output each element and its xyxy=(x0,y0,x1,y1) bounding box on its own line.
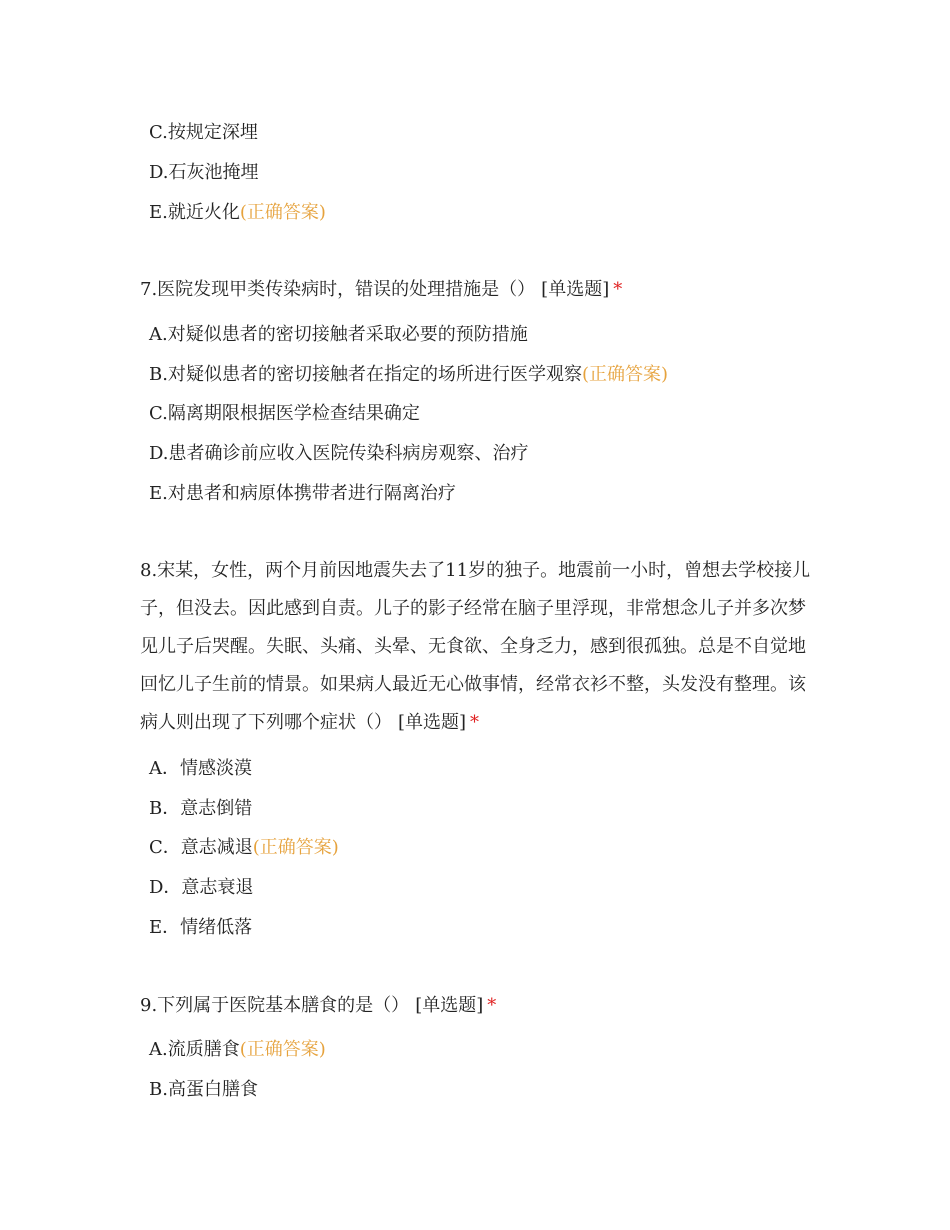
option-text: A.流质膳食 xyxy=(149,1039,240,1060)
q6-option-d xyxy=(149,160,259,186)
option-text: B.对疑似患者的密切接触者在指定的场所进行医学观察 xyxy=(149,364,582,385)
q9-title xyxy=(140,992,820,1020)
correct-answer-marker: (正确答案) xyxy=(239,1039,326,1060)
option-text: D.患者确诊前应收入医院传染科病房观察、治疗 xyxy=(149,443,529,464)
option-text: D.石灰池掩埋 xyxy=(149,162,259,183)
q8-option-b xyxy=(149,796,252,822)
q6-option-c xyxy=(149,120,258,146)
q8-option-e xyxy=(149,915,252,941)
q7-title xyxy=(140,276,820,304)
q8-option-d xyxy=(149,875,253,901)
option-text: C.隔离期限根据医学检查结果确定 xyxy=(149,403,420,424)
option-text: C.按规定深埋 xyxy=(149,122,258,143)
q9-option-a xyxy=(149,1037,326,1063)
correct-answer-marker: (正确答案) xyxy=(252,837,339,858)
correct-answer-marker: (正确答案) xyxy=(239,202,326,223)
question-type: [单选题] xyxy=(398,712,467,733)
q7-option-d xyxy=(149,441,529,467)
option-text: A.对疑似患者的密切接触者采取必要的预防措施 xyxy=(149,324,528,345)
q7-option-a xyxy=(149,322,528,348)
q9-option-b xyxy=(149,1077,258,1103)
q8-option-c xyxy=(149,835,339,861)
q8-option-a xyxy=(149,756,252,782)
q7-option-b xyxy=(149,362,668,388)
question-type: [单选题] xyxy=(415,995,484,1016)
option-text: E.就近火化 xyxy=(149,202,240,223)
q6-option-e xyxy=(149,200,326,226)
required-marker: * xyxy=(487,995,497,1016)
option-text: D．意志衰退 xyxy=(149,877,254,898)
option-text: C．意志减退 xyxy=(149,837,253,858)
option-text: A．情感淡漠 xyxy=(149,758,252,779)
required-marker: * xyxy=(613,279,623,300)
option-text: E.对患者和病原体携带者进行隔离治疗 xyxy=(149,483,456,504)
question-text: 8.宋某，女性，两个月前因地震失去了11岁的独子。地震前一小时，曾想去学校接儿子，但没去。因此感到自责。儿子的影子经常在脑子里浮现，非常想念儿子并多次梦见儿子后哭醒。失眠、头痛、头晕、无食欲、全身乏力，感到很孤独。总是不自觉地回忆儿子生前的情景。如果病人最近无心做事情，经常衣衫不整，头发没有整理。该病人则出现了下列哪个症状（） xyxy=(140,560,811,733)
option-text: B.高蛋白膳食 xyxy=(149,1079,258,1100)
question-type: [单选题] xyxy=(541,279,610,300)
question-text: 9.下列属于医院基本膳食的是（） xyxy=(140,995,410,1016)
q7-option-c xyxy=(149,401,420,427)
q7-option-e xyxy=(149,481,456,507)
q8-title xyxy=(140,552,820,742)
option-text: E．情绪低落 xyxy=(149,917,253,938)
required-marker: * xyxy=(470,712,480,733)
correct-answer-marker: (正确答案) xyxy=(581,364,668,385)
question-text: 7.医院发现甲类传染病时，错误的处理措施是（） xyxy=(140,279,536,300)
option-text: B．意志倒错 xyxy=(149,798,253,819)
